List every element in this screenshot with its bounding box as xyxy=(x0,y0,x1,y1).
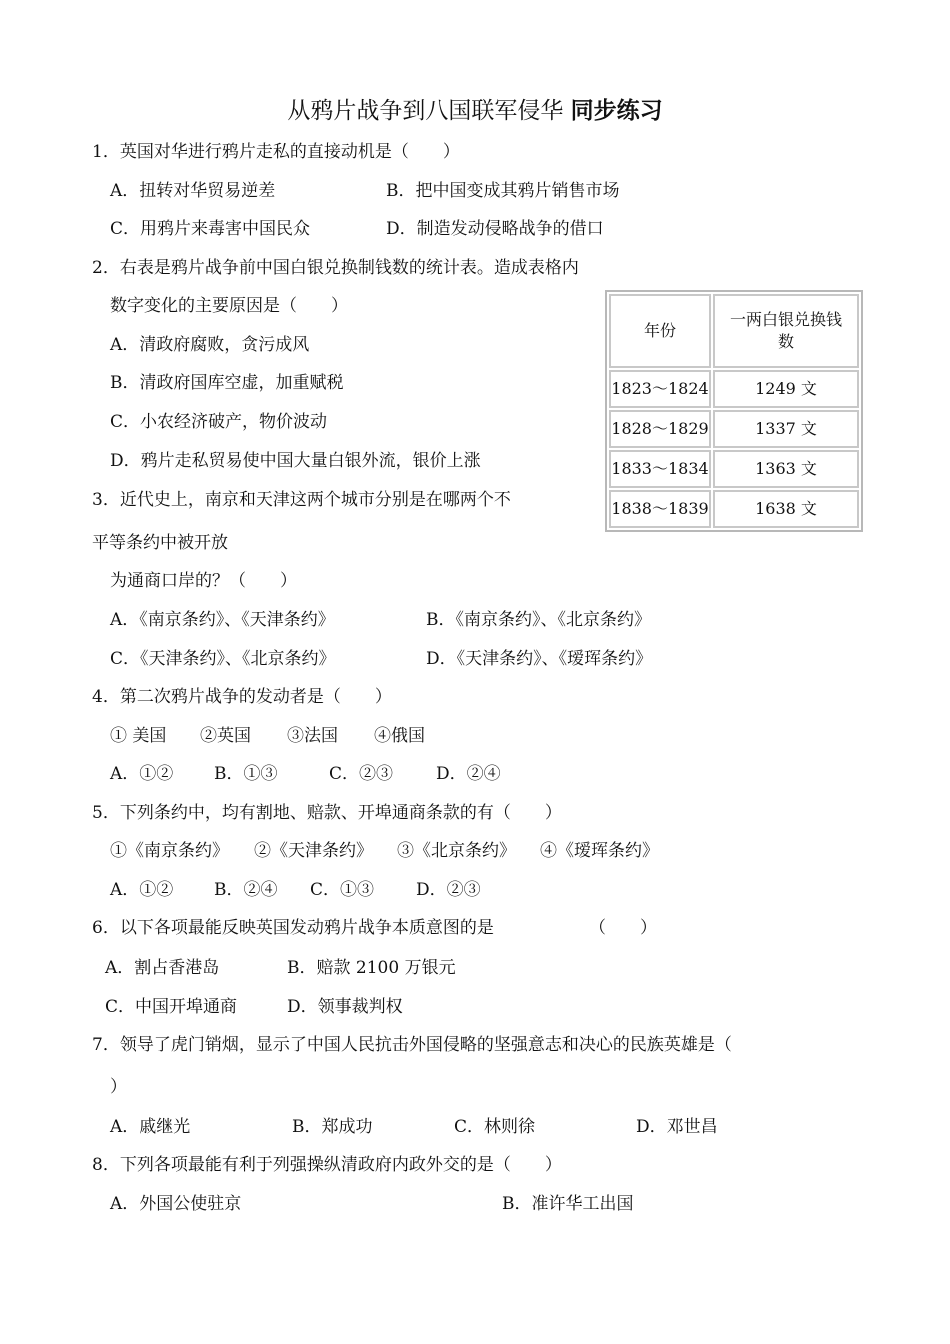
q2-option-c: C．小农经济破产，物价波动 xyxy=(110,412,328,432)
q6-option-a: A．割占香港岛 xyxy=(105,958,220,978)
header-rate-line2: 数 xyxy=(777,332,794,351)
q7-option-d: D．邓世昌 xyxy=(636,1117,718,1137)
q4-stem: 4．第二次鸦片战争的发动者是（ ） xyxy=(92,687,392,707)
q3-option-a: A．《南京条约》、《天津条约》 xyxy=(110,610,335,630)
q5-option-b: B．②④ xyxy=(214,880,278,900)
q7-option-b: B．郑成功 xyxy=(292,1117,373,1137)
q8-option-b: B．准许华工出国 xyxy=(502,1194,634,1214)
q8-option-a: A．外国公使驻京 xyxy=(110,1194,242,1214)
header-year: 年份 xyxy=(609,294,711,368)
table-header-row xyxy=(609,294,859,368)
q1-option-c: C．用鸦片来毒害中国民众 xyxy=(110,219,311,239)
q3-stem-line2: 平等条约中被开放 xyxy=(92,533,228,553)
q7-option-c: C．林则徐 xyxy=(454,1117,536,1137)
q4-item-4: ④俄国 xyxy=(374,726,425,746)
q4-item-1: ① 美国 xyxy=(110,726,167,746)
row-value: 1337 文 xyxy=(713,410,859,448)
q1-option-b: B．把中国变成其鸦片销售市场 xyxy=(386,181,620,201)
q5-option-d: D．②③ xyxy=(416,880,481,900)
table-row xyxy=(609,490,859,528)
q4-item-3: ③法国 xyxy=(287,726,338,746)
q4-item-2: ②英国 xyxy=(200,726,251,746)
q6-option-c: C．中国开埠通商 xyxy=(105,997,238,1017)
title-bold: 同步练习 xyxy=(570,97,663,124)
page-title xyxy=(0,96,950,126)
q4-option-b: B．①③ xyxy=(214,764,278,784)
table-row xyxy=(609,370,859,408)
row-value: 1363 文 xyxy=(713,450,859,488)
table-row xyxy=(609,450,859,488)
q2-stem-line1: 2．右表是鸦片战争前中国白银兑换制钱数的统计表。造成表格内 xyxy=(92,258,579,278)
header-rate xyxy=(713,294,859,368)
q5-option-c: C．①③ xyxy=(310,880,375,900)
row-value: 1249 文 xyxy=(713,370,859,408)
q5-item-4: ④《瑷珲条约》 xyxy=(540,841,659,861)
q3-stem-line3: 为通商口岸的？（ ） xyxy=(110,571,297,591)
q7-stem-line2: ） xyxy=(110,1077,127,1097)
q1-option-d: D．制造发动侵略战争的借口 xyxy=(386,219,604,239)
row-year: 1828～1829 xyxy=(609,410,711,448)
q6-option-d: D．领事裁判权 xyxy=(287,997,403,1017)
q5-item-1: ①《南京条约》 xyxy=(110,841,229,861)
q5-option-a: A．①② xyxy=(110,880,174,900)
title-main: 从鸦片战争到八国联军侵华 xyxy=(287,98,571,124)
q2-option-b: B．清政府国库空虚，加重赋税 xyxy=(110,373,344,393)
q2-stem-line2: 数字变化的主要原因是（ ） xyxy=(110,296,348,316)
q3-option-d: D．《天津条约》、《瑷珲条约》 xyxy=(426,649,653,669)
header-rate-line1: 一两白银兑换钱 xyxy=(729,310,842,329)
q7-option-a: A．戚继光 xyxy=(110,1117,191,1137)
q5-item-2: ②《天津条约》 xyxy=(254,841,373,861)
q8-stem: 8．下列各项最能有利于列强操纵清政府内政外交的是（ ） xyxy=(92,1155,562,1175)
q3-option-b: B．《南京条约》、《北京条约》 xyxy=(426,610,651,630)
q6-answer-paren: （ ） xyxy=(589,918,657,938)
q3-stem-line1: 3．近代史上，南京和天津这两个城市分别是在哪两个不 xyxy=(92,490,511,510)
q7-stem-line1: 7．领导了虎门销烟，显示了中国人民抗击外国侵略的坚强意志和决心的民族英雄是（ xyxy=(92,1035,732,1055)
q4-option-a: A．①② xyxy=(110,764,174,784)
row-value: 1638 文 xyxy=(713,490,859,528)
q5-item-3: ③《北京条约》 xyxy=(397,841,516,861)
row-year: 1833～1834 xyxy=(609,450,711,488)
q6-option-b: B．赔款 2100 万银元 xyxy=(287,958,456,978)
q1-stem: 1．英国对华进行鸦片走私的直接动机是（ ） xyxy=(92,142,460,162)
q4-option-c: C．②③ xyxy=(329,764,394,784)
row-year: 1823～1824 xyxy=(609,370,711,408)
table-row xyxy=(609,410,859,448)
q4-option-d: D．②④ xyxy=(436,764,501,784)
q2-option-d: D．鸦片走私贸易使中国大量白银外流，银价上涨 xyxy=(110,451,481,471)
q2-option-a: A．清政府腐败，贪污成风 xyxy=(110,335,310,355)
q1-option-a: A．扭转对华贸易逆差 xyxy=(110,181,276,201)
row-year: 1838～1839 xyxy=(609,490,711,528)
q5-stem: 5．下列条约中，均有割地、赔款、开埠通商条款的有（ ） xyxy=(92,803,562,823)
q6-stem: 6．以下各项最能反映英国发动鸦片战争本质意图的是 xyxy=(92,918,494,938)
q3-option-c: C．《天津条约》、《北京条约》 xyxy=(110,649,336,669)
silver-exchange-table xyxy=(605,290,863,532)
